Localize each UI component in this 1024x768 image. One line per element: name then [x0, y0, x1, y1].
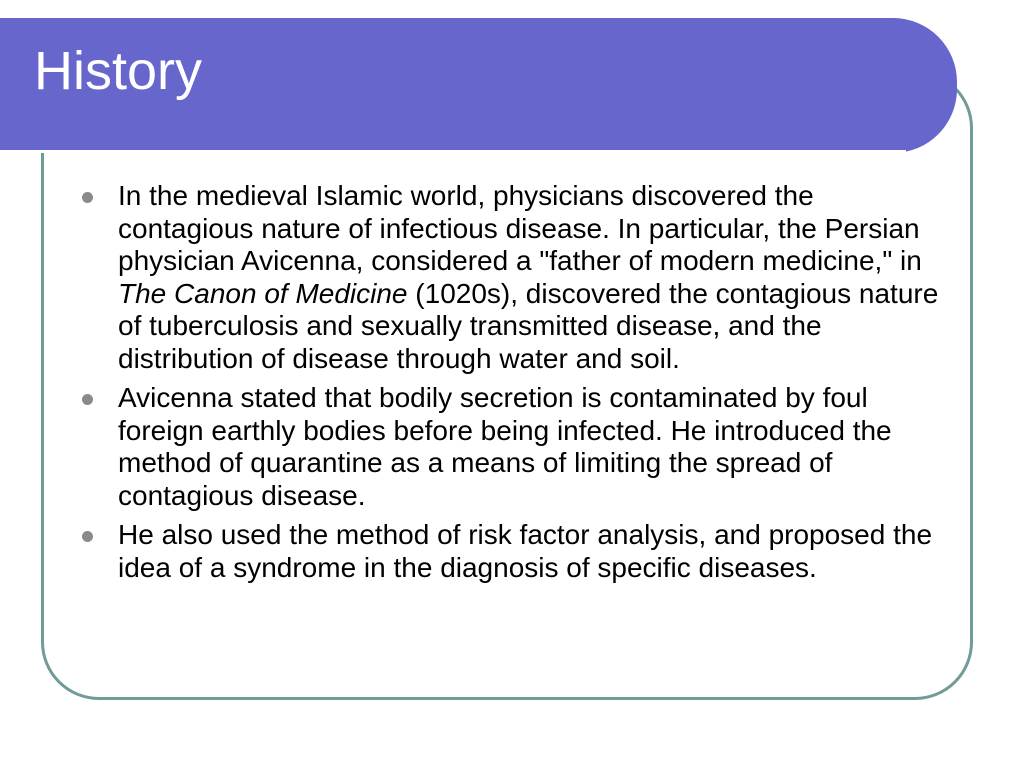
slide-title: History	[34, 41, 203, 101]
bullet-dot-icon	[82, 192, 93, 203]
bullet-list	[78, 180, 954, 591]
bullet-dot-icon	[82, 531, 93, 542]
bullet-dot-icon	[82, 394, 93, 405]
bullet-text: He also used the method of risk factor analysis, and proposed the idea of a syndrome in the diagnosis of specific diseases.	[118, 519, 933, 583]
book-title: The Canon of Medicine	[118, 277, 408, 309]
bullet-text: In the medieval Islamic world, physicians discovered the contagious nature of infectious disease. In particular, the Persian physician Avicenna, considered a "father of modern medicine," in	[118, 180, 922, 276]
bullet-text: Avicenna stated that bodily secretion is contaminated by foul foreign earthly bodies before being infected. He introduced the method of quarantine as a means of limiting the spread of contagious disease.	[118, 382, 892, 511]
bullet-item	[78, 382, 954, 512]
bullet-item	[78, 180, 954, 375]
bullet-item	[78, 519, 954, 584]
title-underline	[0, 150, 906, 153]
bullet-text: (1020s), discovered the contagious nature of tuberculosis and sexually transmitted disease, and the distribution of disease through water and soil.	[118, 277, 939, 374]
